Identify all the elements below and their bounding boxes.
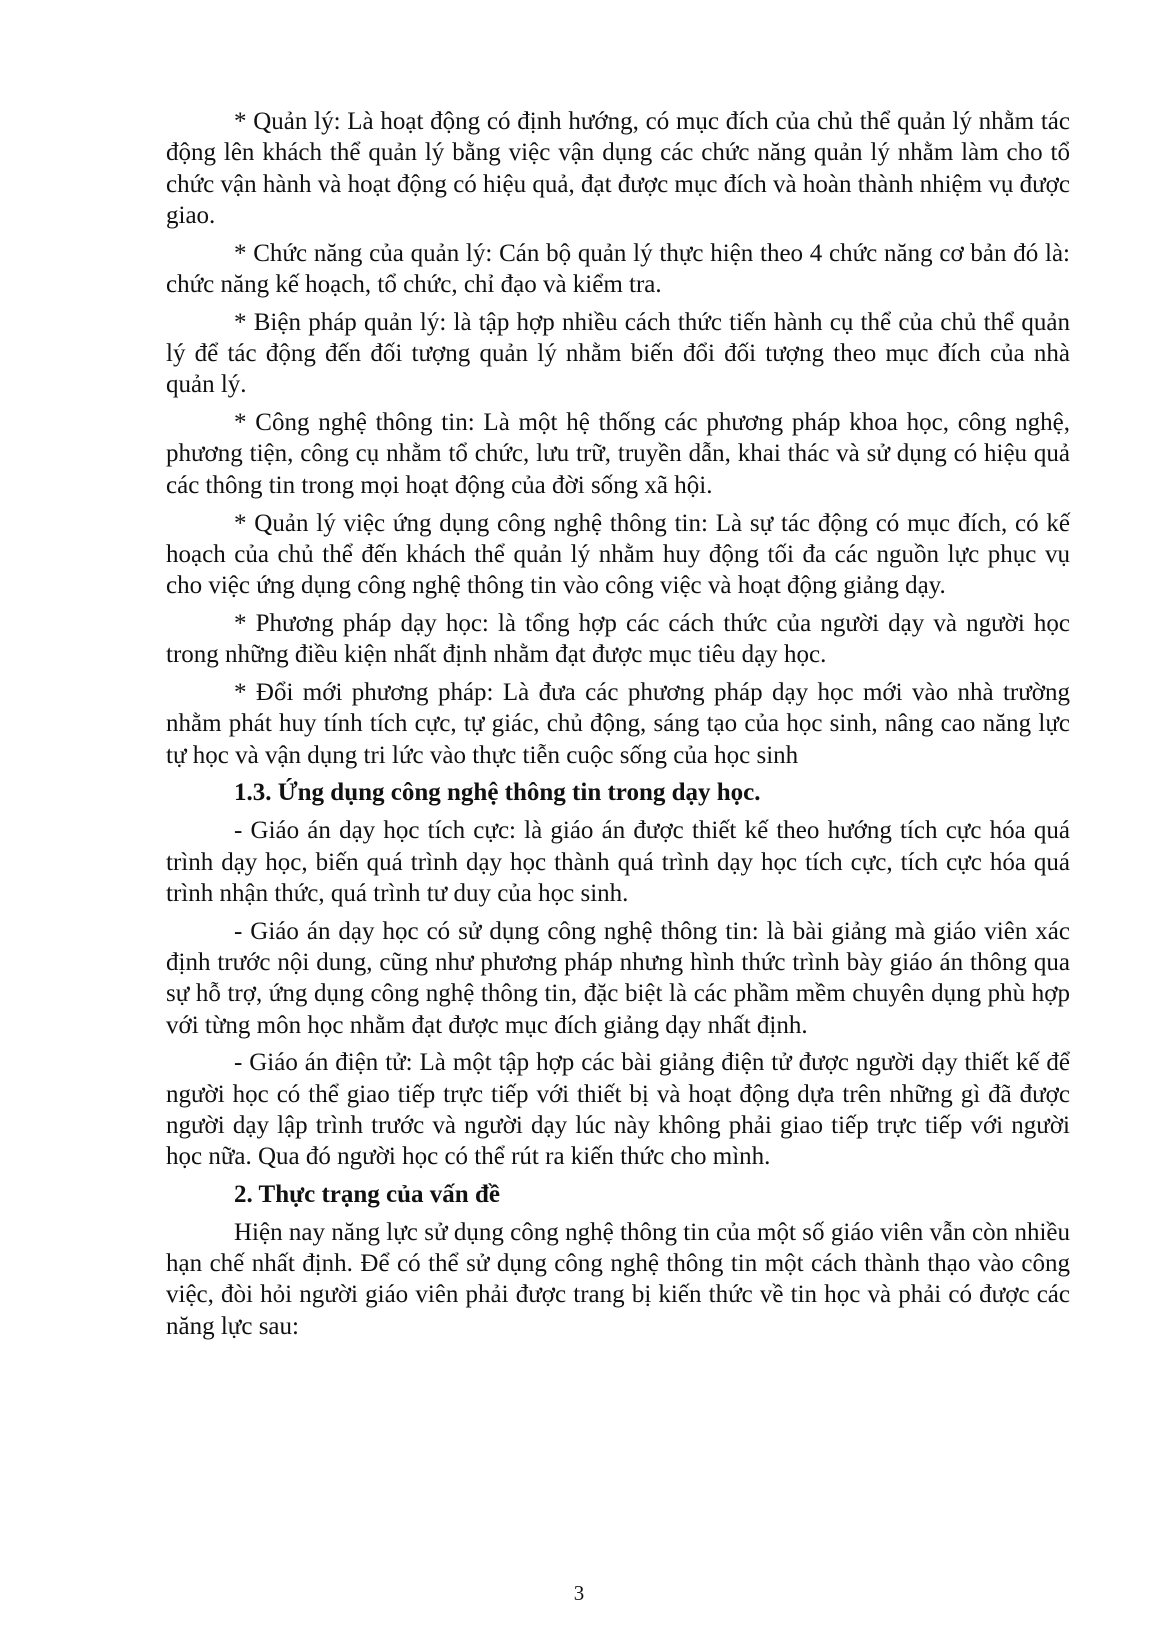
definition-phuong-phap-day-hoc: * Phương pháp dạy học: là tổng hợp các cách thức của người dạy và người học trong những điều kiện nhất định nhằm đạt được mục tiêu dạy học.: [166, 609, 1070, 669]
section-heading-2: 2. Thực trạng của vấn đề: [234, 1181, 500, 1208]
paragraph-thuc-trang: Hiện nay năng lực sử dụng công nghệ thông tin của một số giáo viên vẫn còn nhiều hạn chế nhất định. Để có thể sử dụng công nghệ thông tin một cách thành thạo vào công việc, đòi hỏi người giáo viên phải được trang bị kiến thức về tin học và phải có được các năng lực sau:: [166, 1218, 1070, 1340]
definition-bien-phap-quan-ly: * Biện pháp quản lý: là tập hợp nhiều cách thức tiến hành cụ thể của chủ thể quản lý để tác động đến đối tượng quản lý nhằm biến đổi đối tượng theo mục đích của nhà quản lý.: [166, 308, 1070, 399]
section-heading-1-3: 1.3. Ứng dụng công nghệ thông tin trong dạy học.: [234, 779, 761, 807]
document-body: [166, 106, 1070, 1348]
paragraph-giao-an-cntt: - Giáo án dạy học có sử dụng công nghệ thông tin: là bài giảng mà giáo viên xác định trước nội dung, cũng như phương pháp nhưng hình thức trình bày giáo án thông qua sự hỗ trợ, ứng dụng công nghệ thông tin, đặc biệt là các phầm mềm chuyên dụng phù hợp với từng môn học nhằm đạt được mục đích giảng dạy nhất định.: [166, 917, 1070, 1039]
paragraph-giao-an-dien-tu: - Giáo án điện tử: Là một tập hợp các bài giảng điện tử được người dạy thiết kế để người học có thể giao tiếp trực tiếp với thiết bị và hoạt động dựa trên những gì đã được người dạy lập trình trước và người dạy lúc này không phải giao tiếp trực tiếp với người học nữa. Qua đó người học có thể rút ra kiến thức cho mình.: [166, 1049, 1070, 1171]
definition-doi-moi-phuong-phap: * Đổi mới phương pháp: Là đưa các phương pháp dạy học mới vào nhà trường nhằm phát huy tính tích cực, tự giác, chủ động, sáng tạo của học sinh, nâng cao năng lực tự học và vận dụng tri lức vào thực tiễn cuộc sống của học sinh: [166, 679, 1070, 769]
page-number: 3: [573, 1581, 585, 1605]
definition-cong-nghe-thong-tin: * Công nghệ thông tin: Là một hệ thống các phương pháp khoa học, công nghệ, phương tiện, công cụ nhằm tổ chức, lưu trữ, truyền dẫn, khai thác và sử dụng có hiệu quả các thông tin trong mọi hoạt động của đời sống xã hội.: [166, 409, 1070, 499]
definition-quan-ly: * Quản lý: Là hoạt động có định hướng, có mục đích của chủ thể quản lý nhằm tác động lên khách thể quản lý bằng việc vận dụng các chức năng quản lý nhằm làm cho tổ chức vận hành và hoạt động có hiệu quả, đạt được mục đích và hoàn thành nhiệm vụ được giao.: [166, 108, 1070, 229]
paragraph-giao-an-tich-cuc: - Giáo án dạy học tích cực: là giáo án được thiết kế theo hướng tích cực hóa quá trình dạy học, biến quá trình dạy học thành quá trình dạy học tích cực, tích cực hóa quá trình nhận thức, quá trình tư duy của học sinh.: [166, 817, 1070, 907]
definition-chuc-nang-quan-ly: * Chức năng của quản lý: Cán bộ quản lý thực hiện theo 4 chức năng cơ bản đó là: chức năng kế hoạch, tổ chức, chỉ đạo và kiểm tra.: [166, 239, 1070, 298]
definition-quan-ly-ung-dung-cntt: * Quản lý việc ứng dụng công nghệ thông tin: Là sự tác động có mục đích, có kế hoạch của chủ thể đến khách thể quản lý nhằm huy động tối đa các nguồn lực phục vụ cho việc ứng dụng công nghệ thông tin vào công việc và hoạt động giảng dạy.: [166, 509, 1070, 600]
